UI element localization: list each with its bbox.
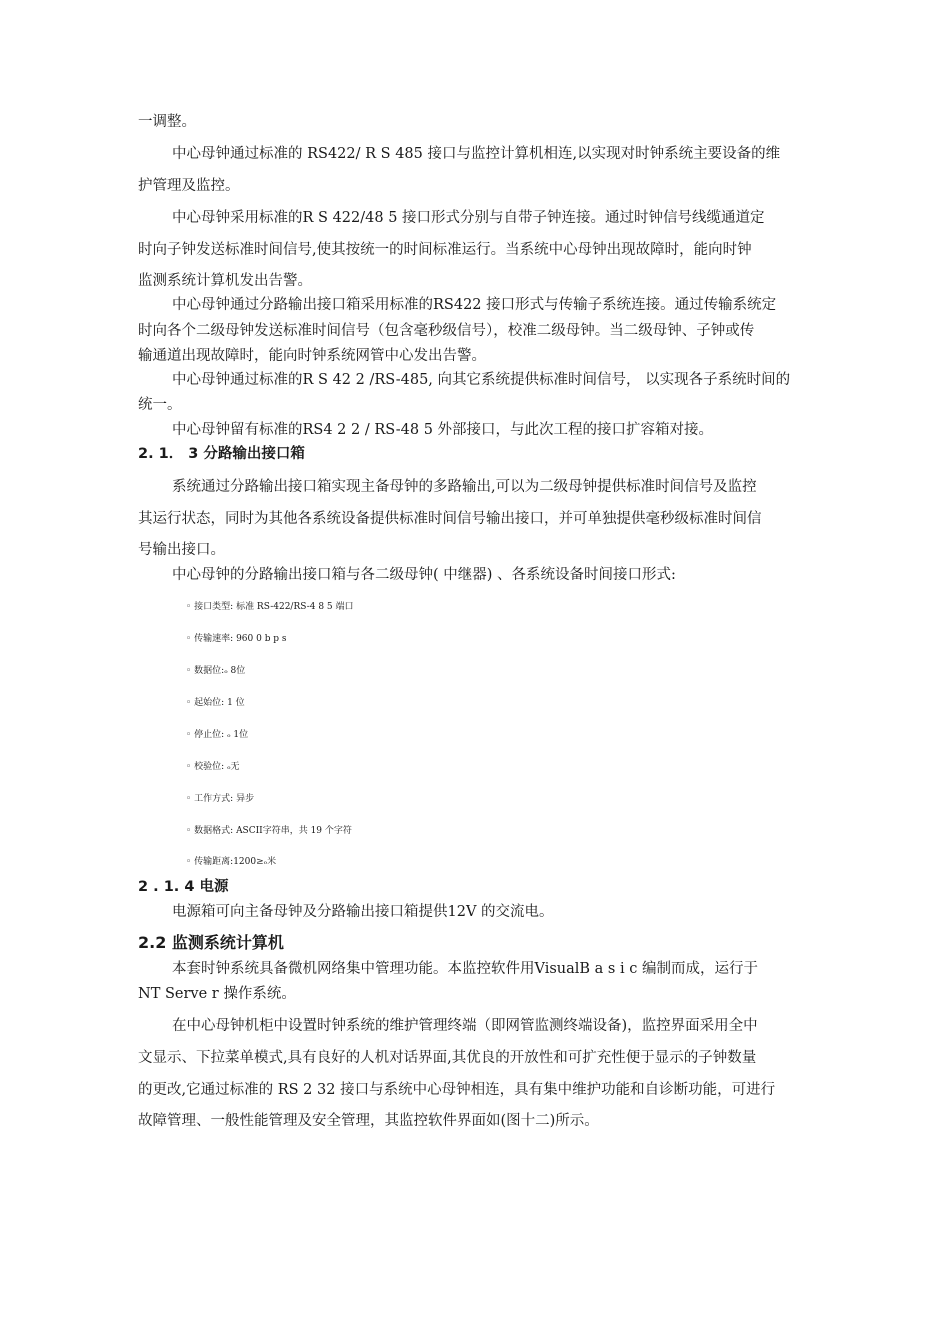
paragraph-line: 护管理及监控。 <box>138 178 240 194</box>
spec-list-item: ◦ 传输速率: 960 0 b p s <box>186 634 287 644</box>
spec-list-item: ◦ 工作方式: 异步 <box>186 794 255 804</box>
paragraph-line: 在中心母钟机柜中设置时钟系统的维护管理终端（即网管监测终端设备)，监控界面采用全中 <box>172 1018 758 1034</box>
section-heading-2-1-3: 2. 1． 3 分路输出接口箱 <box>138 446 305 462</box>
paragraph-line: 的更改,它通过标准的 RS 2 32 接口与系统中心母钟相连，具有集中维护功能和自诊断功能，可进行 <box>138 1082 776 1098</box>
paragraph-line: 一调整。 <box>138 114 196 130</box>
paragraph-line: 中心母钟通过分路输出接口箱采用标准的RS422 接口形式与传输子系统连接。通过传输系统定 <box>172 297 777 313</box>
paragraph-line: 输通道出现故障时，能向时钟系统网管中心发出告警。 <box>138 348 486 364</box>
spec-list-item: ◦ 接口类型: 标准 RS-422/RS-4 8 5 端口 <box>186 602 354 612</box>
spec-list-item: ◦ 停止位: ₒ 1位 <box>186 730 249 740</box>
paragraph-line: 文显示、下拉菜单模式,具有良好的人机对话界面,其优良的开放性和可扩充性便于显示的子钟数量 <box>138 1050 757 1066</box>
spec-list-item: ◦ 传输距离:1200≥ₒ米 <box>186 857 277 867</box>
section-heading-2-2: 2.2 监测系统计算机 <box>138 933 284 952</box>
paragraph-line: 中心母钟留有标准的RS4 2 2 / RS-48 5 外部接口，与此次工程的接口扩容箱对接。 <box>172 422 714 438</box>
paragraph-line: NT Serve r 操作系统。 <box>138 986 296 1002</box>
paragraph-line: 本套时钟系统具备微机网络集中管理功能。本监控软件用VisualB a s i c 编制而成，运行于 <box>172 961 758 977</box>
spec-list-item: ◦ 数据格式: ASCII字符串，共 19 个字符 <box>186 826 352 836</box>
paragraph-line: 中心母钟采用标准的R S 422/48 5 接口形式分别与自带子钟连接。通过时钟信号线缆通道定 <box>172 210 765 226</box>
paragraph-line: 时向子钟发送标准时间信号,使其按统一的时间标准运行。当系统中心母钟出现故障时，能向时钟 <box>138 242 752 258</box>
spec-list-item: ◦ 校验位: ₒ无 <box>186 762 240 772</box>
paragraph-line: 中心母钟通过标准的R S 42 2 /RS-485, 向其它系统提供标准时间信号， 以实现各子系统时间的 <box>172 372 791 388</box>
paragraph-line: 电源箱可向主备母钟及分路输出接口箱提供12V 的交流电。 <box>172 904 554 920</box>
paragraph-line: 中心母钟的分路输出接口箱与各二级母钟( 中继器) 、各系统设备时间接口形式: <box>172 567 676 583</box>
section-heading-2-1-4: 2 . 1. 4 电源 <box>138 879 229 895</box>
paragraph-line: 中心母钟通过标准的 RS422/ R S 485 接口与监控计算机相连,以实现对时钟系统主要设备的维 <box>172 146 781 162</box>
paragraph-line: 号输出接口。 <box>138 542 225 558</box>
paragraph-line: 故障管理、一般性能管理及安全管理，其监控软件界面如(图十二)所示。 <box>138 1113 599 1129</box>
paragraph-line: 其运行状态，同时为其他各系统设备提供标准时间信号输出接口，并可单独提供毫秒级标准时间信 <box>138 511 762 527</box>
paragraph-line: 统一。 <box>138 397 182 413</box>
spec-list-item: ◦ 起始位: 1 位 <box>186 698 245 708</box>
spec-list-item: ◦ 数据位:ₒ 8位 <box>186 666 246 676</box>
paragraph-line: 监测系统计算机发出告警。 <box>138 273 312 289</box>
paragraph-line: 系统通过分路输出接口箱实现主备母钟的多路输出,可以为二级母钟提供标准时间信号及监控 <box>172 479 757 495</box>
paragraph-line: 时向各个二级母钟发送标准时间信号（包含毫秒级信号），校准二级母钟。当二级母钟、子钟或传 <box>138 323 755 339</box>
